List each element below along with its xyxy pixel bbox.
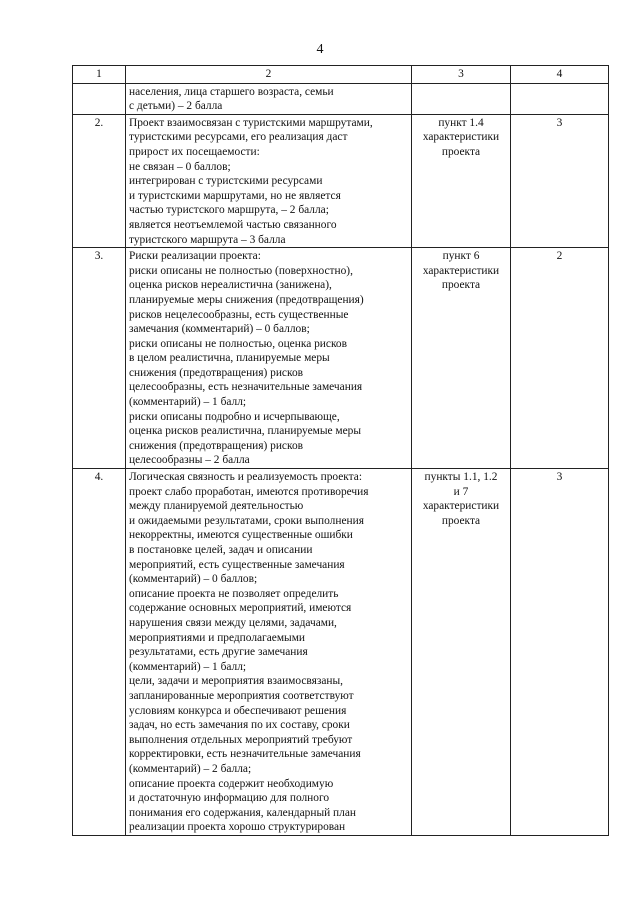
reference-line: характеристики	[422, 500, 500, 513]
description-line: риски описаны подробно и исчерпывающе,	[129, 410, 340, 423]
description-line: условиям конкурса и обеспечивают решения	[129, 704, 347, 717]
description-line: реализации проекта хорошо структурирован	[129, 821, 346, 834]
reference-line: характеристики	[422, 264, 500, 277]
description-line: (комментарий) – 1 балл;	[129, 396, 247, 409]
description-line: Риски реализации проекта:	[129, 250, 261, 263]
criterion-description	[126, 114, 412, 247]
page-number: 4	[316, 42, 324, 57]
description-line: проект слабо проработан, имеются противоречия	[129, 485, 369, 498]
table-row	[73, 83, 609, 114]
description-line: оценка рисков нереалистична (занижена),	[129, 279, 332, 292]
column-header: 1	[73, 66, 126, 84]
description-line: целесообразны, есть незначительные замечания	[129, 381, 363, 394]
description-line: между планируемой деятельностью	[129, 500, 304, 513]
description-line: замечания (комментарий) – 0 баллов;	[129, 323, 310, 336]
description-line: не связан – 0 баллов;	[129, 160, 231, 173]
score-value: 3	[511, 469, 609, 836]
column-header: 4	[511, 66, 609, 84]
table-row	[73, 469, 609, 836]
description-line: (комментарий) – 0 баллов;	[129, 573, 258, 586]
description-line: и достаточную информацию для полного	[129, 792, 330, 805]
description-line: планируемые меры снижения (предотвращения)	[129, 293, 364, 306]
description-line: рисков нецелесообразны, есть существенные	[129, 308, 349, 321]
description-line: мероприятий, есть существенные замечания	[129, 558, 345, 571]
reference-line: пункт 1.4	[438, 116, 484, 129]
description-line: выполнения отдельных мероприятий требуют	[129, 733, 353, 746]
description-line: снижения (предотвращения) рисков	[129, 366, 304, 379]
source-reference	[412, 114, 511, 247]
description-line: риски описаны не полностью, оценка рисков	[129, 337, 347, 350]
criterion-description	[126, 469, 412, 836]
row-number: 4.	[73, 469, 126, 836]
table-body	[73, 83, 609, 835]
description-line: запланированные мероприятия соответствуют	[129, 689, 354, 702]
description-line: интегрирован с туристскими ресурсами	[129, 175, 323, 188]
column-header: 3	[412, 66, 511, 84]
description-line: нарушения связи между целями, задачами,	[129, 616, 337, 629]
description-line: риски описаны не полностью (поверхностно),	[129, 264, 353, 277]
description-line: прирост их посещаемости:	[129, 145, 260, 158]
source-reference	[412, 469, 511, 836]
table-row	[73, 114, 609, 247]
description-line: оценка рисков реалистична, планируемые меры	[129, 425, 362, 438]
reference-line: характеристики	[422, 131, 500, 144]
description-line: и ожидаемыми результатами, сроки выполнения	[129, 514, 364, 527]
score-value: 3	[511, 114, 609, 247]
description-line: содержание основных мероприятий, имеются	[129, 602, 352, 615]
score-value	[511, 83, 609, 114]
description-line: в целом реалистична, планируемые меры	[129, 352, 330, 365]
reference-line: и 7	[453, 485, 469, 498]
description-line: (комментарий) – 1 балл;	[129, 660, 247, 673]
description-line: задач, но есть замечания по их составу, сроки	[129, 719, 350, 732]
description-line: результатами, есть другие замечания	[129, 646, 308, 659]
description-line: корректировки, есть незначительные замечания	[129, 748, 361, 761]
description-line: Проект взаимосвязан с туристскими маршрутами,	[129, 116, 373, 129]
description-line: Логическая связность и реализуемость проекта:	[129, 471, 363, 484]
description-line: населения, лица старшего возраста, семьи	[129, 85, 334, 98]
reference-line: проекта	[441, 514, 481, 527]
description-line: снижения (предотвращения) рисков	[129, 439, 304, 452]
source-reference	[412, 83, 511, 114]
reference-line: проекта	[441, 279, 481, 292]
description-line: описание проекта содержит необходимую	[129, 777, 334, 790]
reference-line: пункты 1.1, 1.2	[424, 471, 498, 484]
description-line: с детьми) – 2 балла	[129, 100, 223, 113]
row-number: 2.	[73, 114, 126, 247]
description-line: и туристскими маршрутами, но не является	[129, 189, 341, 202]
description-line: некорректны, имеются существенные ошибки	[129, 529, 353, 542]
row-number	[73, 83, 126, 114]
table-header-row	[73, 66, 609, 84]
description-line: является неотъемлемой частью связанного	[129, 218, 337, 231]
description-line: частью туристского маршрута, – 2 балла;	[129, 204, 329, 217]
description-line: мероприятиями и предполагаемыми	[129, 631, 306, 644]
criterion-description	[126, 83, 412, 114]
criterion-description	[126, 248, 412, 469]
table-row	[73, 248, 609, 469]
description-line: (комментарий) – 2 балла;	[129, 762, 252, 775]
description-line: цели, задачи и мероприятия взаимосвязаны,	[129, 675, 344, 688]
description-line: понимания его содержания, календарный план	[129, 806, 356, 819]
reference-line: пункт 6	[442, 250, 480, 263]
description-line: в постановке целей, задач и описании	[129, 544, 313, 556]
description-line: туристского маршрута – 3 балла	[129, 233, 286, 246]
description-line: целесообразны – 2 балла	[129, 454, 250, 467]
criteria-table	[72, 65, 609, 836]
reference-line: проекта	[441, 145, 481, 158]
source-reference	[412, 248, 511, 469]
column-header: 2	[126, 66, 412, 84]
score-value: 2	[511, 248, 609, 469]
description-line: туристскими ресурсами, его реализация даст	[129, 131, 348, 144]
row-number: 3.	[73, 248, 126, 469]
description-line: описание проекта не позволяет определить	[129, 587, 339, 600]
